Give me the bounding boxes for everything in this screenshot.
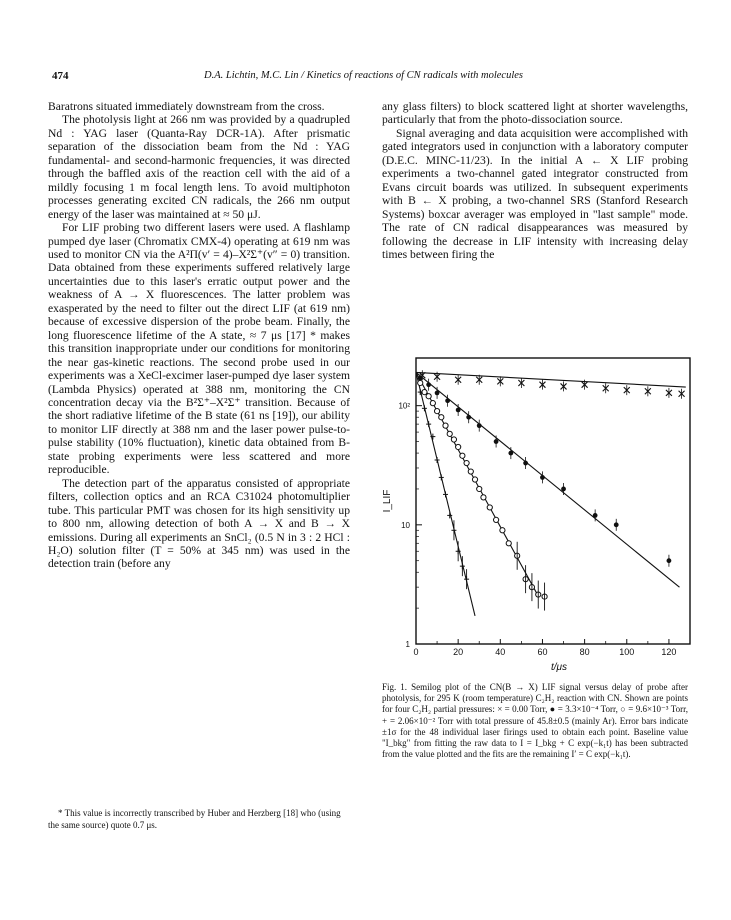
data-point-filled-circle <box>614 519 619 531</box>
open-circle-marker <box>447 431 452 436</box>
x-tick-label: 120 <box>661 647 677 657</box>
footnote-text: * This value is incorrectly transcribed by Huber and Herzberg [18] who (using the same source) quote 0.7 μs. <box>48 808 341 830</box>
figure-caption <box>382 682 688 760</box>
data-point-x <box>603 383 609 393</box>
semilog-plot <box>372 340 702 680</box>
running-title: D.A. Lichtin, M.C. Lin / Kinetics of reactions of CN radicals with molecules <box>204 70 523 81</box>
data-point-x <box>561 381 567 391</box>
plot-frame <box>416 358 690 644</box>
data-point-open-circle <box>418 380 423 385</box>
left-column-paragraph: The photolysis light at 266 nm was provided by a quadrupled Nd : YAG laser (Quanta-Ray DCR-1A). After prismatic separation of the dissociation beam from the Nd : YAG fundamental- and second-harmonic frequencies, it was directed through the baffled axis of the reaction cell with the aid of a mildly focusing 1 m focal length lens. To avoid multiphoton processes generating excited CN radicals, the 266 nm output energy of the laser was maintained at ≈ 50 μJ. <box>48 113 350 221</box>
open-circle-marker <box>456 444 461 449</box>
data-point-filled-circle <box>540 471 545 483</box>
right-column <box>382 100 688 261</box>
open-circle-marker <box>481 495 486 500</box>
left-column-paragraph: The detection part of the apparatus consisted of appropriate filters, collection optics and an RCA C31024 photomultiplier tube. This particular PMT was chosen for its high sensitivity up to 800 nm, allowing detection of both A → X and B → X emissions. During all experiments an SnCl₂ (0.5 N in 3 : 2 HCl : H₂O) solution filter (T = 50% at 345 nm) was used in the detection train (before any <box>48 476 350 571</box>
y-axis-label: I_LIF <box>382 489 393 513</box>
data-point-plus <box>422 405 427 411</box>
figure-1 <box>372 340 702 680</box>
data-point-open-circle <box>542 583 547 611</box>
data-point-open-circle <box>426 394 431 399</box>
open-circle-marker <box>493 517 498 522</box>
x-tick-label: 100 <box>619 647 635 657</box>
data-point-open-circle <box>447 431 452 436</box>
data-point-open-circle <box>443 423 448 428</box>
left-column-paragraph: Baratrons situated immediately downstream from the cross. <box>48 100 325 113</box>
data-point-filled-circle <box>494 436 499 448</box>
fit-line-open-circle <box>416 372 538 596</box>
x-axis-label: t/μs <box>550 662 568 673</box>
open-circle-marker <box>426 394 431 399</box>
y-tick-label: 10 <box>401 520 410 530</box>
open-circle-marker <box>451 437 456 442</box>
open-circle-marker <box>500 528 505 533</box>
data-point-open-circle <box>481 495 486 500</box>
data-point-x <box>679 389 685 399</box>
data-point-open-circle <box>451 437 456 442</box>
caption-text: Fig. 1. Semilog plot of the CN(B → X) LIF signal versus delay of probe after photolysis, for 295 K (room temperature) C₂H₂ reaction with CN. Shown are points for four C₂H₂ partial pressures: × = 0.00 Torr, ● = 3.3×10⁻⁴ Torr, ○ = 9.6×10⁻³ Torr, + = 2.06×10⁻² Torr with total pressure of 45.8±0.5 (mainly Ar). Error bars indicate ±1σ for the 48 individual laser firings used to obtain each point. Baseline value "I_bkg" from fitting the raw data to I = I_bkg + C exp(−k₁t) has been subtracted from the value plotted and the fits are the remaining I′ = C exp(−k₁t). <box>382 682 688 760</box>
data-point-open-circle <box>506 541 511 546</box>
data-point-filled-circle <box>466 411 471 423</box>
fit-line-filled-circle <box>416 372 679 587</box>
data-point-open-circle <box>529 573 534 601</box>
fit-line-x <box>416 372 686 387</box>
data-point-plus <box>435 457 440 463</box>
data-point-open-circle <box>464 460 469 465</box>
data-point-open-circle <box>468 469 473 474</box>
data-point-plus <box>439 474 444 480</box>
data-point-x <box>539 380 545 390</box>
data-point-filled-circle <box>561 483 566 495</box>
x-tick-label: 80 <box>579 647 590 657</box>
data-point-filled-circle <box>426 379 431 391</box>
y-tick-label: 10² <box>398 401 410 411</box>
data-point-x <box>624 385 630 395</box>
data-point-open-circle <box>434 409 439 414</box>
data-point-open-circle <box>515 542 520 570</box>
data-point-filled-circle <box>523 457 528 469</box>
open-circle-marker <box>430 401 435 406</box>
left-column <box>48 100 350 571</box>
data-point-open-circle <box>456 444 461 449</box>
page-header <box>52 70 684 86</box>
y-tick-label: 1 <box>405 640 410 649</box>
x-tick-label: 20 <box>453 647 464 657</box>
data-point-filled-circle <box>477 420 482 432</box>
data-point-plus <box>426 421 431 427</box>
x-tick-label: 0 <box>413 647 419 657</box>
open-circle-marker <box>439 415 444 420</box>
data-point-x <box>518 378 524 388</box>
x-tick-label: 60 <box>537 647 548 657</box>
data-point-open-circle <box>500 528 505 533</box>
open-circle-marker <box>477 486 482 491</box>
data-point-x <box>666 388 672 398</box>
footnote <box>48 808 350 831</box>
right-column-paragraph: any glass filters) to block scattered light at shorter wavelengths, particularly that from the photo-dissociation source. <box>382 100 688 127</box>
data-point-open-circle <box>460 453 465 458</box>
data-point-plus <box>418 389 423 395</box>
data-point-open-circle <box>472 477 477 482</box>
data-point-open-circle <box>487 505 492 510</box>
data-point-x <box>455 375 461 385</box>
data-point-open-circle <box>439 415 444 420</box>
open-circle-marker <box>443 423 448 428</box>
open-circle-marker <box>506 541 511 546</box>
open-circle-marker <box>487 505 492 510</box>
data-point-plus <box>456 541 461 561</box>
left-column-paragraph: For LIF probing two different lasers were used. A flashlamp pumped dye laser (Chromatix CMX-4) operating at 619 nm was used to monitor CN via the A²Π(v′ = 4)–X²Σ⁺(v″ = 0) transition. Data obtained from these experiments suffered relatively large uncertainties due to this laser's erratic output power and the weakness of A → X fluorescences. The latter problem was exasperated by the need to filter out the direct LIF (at 619 nm) because of excessive dispersion of the probe beam. Finally, the long fluorescence lifetime of the A state, ≈ 7 μs [17] * makes this transition inappropriate under our conditions for monitoring the near gas-kinetic reactions. The second probe used in our experiments was a XeCl-excimer laser-pumped dye laser system (Lambda Physics) operated at 388 nm, monitoring the CN concentration decay via the B²Σ⁺–X²Σ⁺ transition. Because of the short radiative lifetime of the B state (61 ns [19]), our ability to monitor LIF directly at 388 nm and the laser power pulse-to-pulse stability (10% fluctuation), kinetic data obtained from B-state probing experiments were less scattered and more reproducible. <box>48 221 350 477</box>
data-point-x <box>497 376 503 386</box>
open-circle-marker <box>472 477 477 482</box>
open-circle-marker <box>418 380 423 385</box>
data-point-open-circle <box>536 581 541 609</box>
open-circle-marker <box>468 469 473 474</box>
data-point-x <box>645 386 651 396</box>
page-number: 474 <box>52 70 69 82</box>
open-circle-marker <box>434 409 439 414</box>
data-point-open-circle <box>493 517 498 522</box>
right-column-paragraph: Signal averaging and data acquisition were accomplished with gated integrators used in conjunction with a laboratory computer (D.E.C. MINC-11/23). In the initial A ← X LIF probing experiments a two-channel gated integrator constructed from Evans circuit boards was utilized. In subsequent experiments with B ← X probing, a two-channel SRS (Stanford Research Systems) boxcar averager was employed in "last sample" mode. The rate of CN radical disappearances was measured by following the decrease in LIF intensity with increasing delay times between firing the <box>382 126 688 261</box>
x-tick-label: 40 <box>495 647 506 657</box>
data-point-filled-circle <box>667 555 672 567</box>
data-point-plus <box>443 491 448 497</box>
open-circle-marker <box>464 460 469 465</box>
data-point-open-circle <box>430 401 435 406</box>
open-circle-marker <box>460 453 465 458</box>
data-point-open-circle <box>477 486 482 491</box>
